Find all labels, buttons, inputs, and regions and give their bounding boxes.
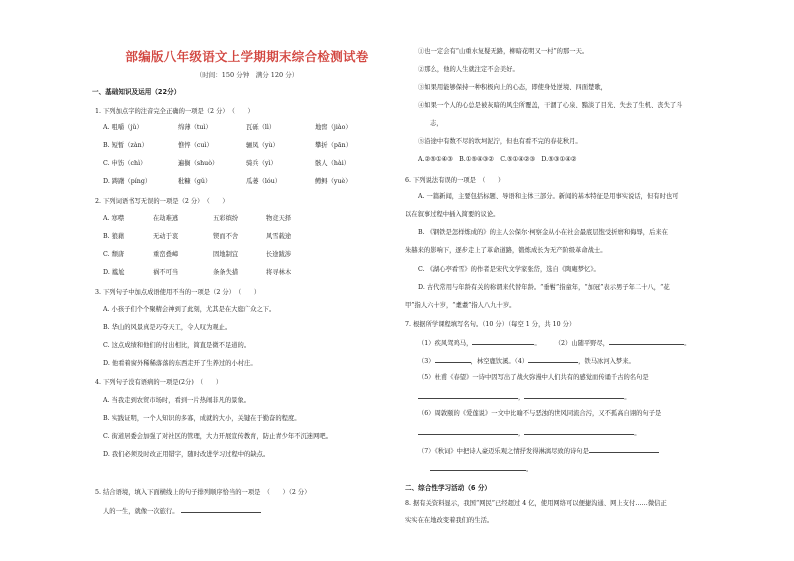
q1-option-c-item2: 遍搁（shuò） [178,160,219,167]
q2-option-c: C. 颓唐 [103,251,125,258]
q7-blank-7[interactable] [418,428,518,435]
q7-blank-2[interactable] [609,338,684,345]
q5-stem: 5. 结合语境，填入下面横线上的句子排列顺序恰当的一项是 （ ）（2 分） [95,489,311,496]
q1-option-a-item3: 瓦砾（lì） [246,124,276,131]
q7-line-4: ， 。 [418,392,631,402]
q2-option-c-item2: 重峦叠嶂 [153,251,179,258]
q1-option-b-item4: 攀折（pān） [315,142,353,149]
q7-stem: 7. 根据所学课程填写名句。（10 分）（每空 1 分，共 10 分） [405,321,576,328]
q3-option-c: C. 这点成绩和他们的付出相比，简直是微不足道的。 [103,342,251,349]
q1-option-d-item3: 瓜蒌（lóu） [246,178,282,185]
q2-option-b-item4: 风雪载途 [266,233,292,240]
q7-line-7: （7）《秋词》中把诗人豪迈乐观之情抒发得淋漓尽致的诗句是 [418,446,659,456]
section2-heading: 二、综合性学习活动（6 分） [405,484,492,492]
q1-option-c-item3: 骑兵（yì） [246,160,277,167]
q7-item-4: ，铁马冰河入梦来。 [578,358,635,365]
q7-blank-10[interactable] [430,464,526,471]
q2-option-c-item4: 长途跋涉 [266,251,292,258]
q3-option-d: D. 他看着窗外稀稀落落的东西走开了生养过的小村庄。 [103,360,257,367]
q2-option-a-item2: 在劫难逃 [153,215,179,222]
q7-line-5: （6）周敦颐的《爱莲说》一文中比喻不与恶浊的世风同流合污，又不孤高自诩的句子是 [418,410,662,417]
q7-blank-5[interactable] [418,392,518,399]
q3-stem: 3. 下列句子中加点成语使用不当的一项是（2 分） （ ） [95,289,261,296]
q6-option-a: A. 一篇新闻，主要包括标题、导语和主体三部分。新闻的基本特征是用事实说话，但有时也可 [418,193,679,200]
q1-option-a-item4: 地窖（jiào） [315,124,352,131]
q1-option-d: D. 踌躇（píng） [103,178,152,185]
q1-option-b-item3: 骊凤（yù） [246,142,279,149]
q1-stem: 1. 下列加点字的注音完全正确的一项是（2 分） （ ） [95,108,254,115]
q7-item-3b: ，林空鹿饮溪。（4） [470,358,529,365]
q7-item-1: （1）疾风驾鸡马， [418,340,473,347]
q6-option-c: C. 《湖心亭看雪》的作者是宋代文学家张岱，选自《陶庵梦忆》。 [418,266,600,273]
q5-answer-blank[interactable] [181,506,261,513]
q1-option-a-item2: 绵薄（tuì） [178,124,212,131]
q4-option-a: A. 当我走到农贸市场时，看到一片热闹非凡的景象。 [103,397,251,404]
q2-option-a: A. 寒噤 [103,215,125,222]
q7-line-1: （1）疾风驾鸡马， 。 （2）山随平野尽， 。 [418,340,691,347]
q2-option-d-item2: 祸不可当 [153,269,179,276]
q5-lead [103,506,261,516]
q2-stem: 2. 下列词语书写无误的一项是（2 分） （ ） [95,198,229,205]
q7-blank-1[interactable] [472,338,534,345]
page-subtitle: （时间：150 分钟 满分 120 分） [195,71,299,79]
q1-option-d-item4: 鳟鲟（yuè） [315,178,352,185]
q7-line-3: （5）杜甫《春望》一诗中因写出了战火弥漫中人们共有的感觉而传诵千古的名句是 [418,374,649,381]
q2-option-d-item4: 将寻林木 [266,269,292,276]
q4-stem: 4. 下列句子没有语病的一项是(2分) （ ） [95,379,223,386]
q1-option-c: C. 申饬（chì） [103,160,147,167]
page-title: 部编版八年级语文上学期期末综合检测试卷 [125,49,369,64]
q1-option-c-item4: 骸人（hài） [315,160,351,167]
q2-option-a-item4: 物竞天择 [266,215,292,222]
q7-blank-8[interactable] [524,428,634,435]
q7-line-6: ， 。 [418,428,641,438]
q7-blank-3[interactable] [435,356,471,363]
q7-item-7: 《秋词》中把诗人豪迈乐观之情抒发得淋漓尽致的诗句是 [434,448,589,455]
q7-line-2 [418,356,635,366]
q2-option-d: D. 尴尬 [103,269,125,276]
q6-option-b-cont: 朱赫来的影响下，逐步走上了革命道路，锻炼成长为无产阶级革命战士。 [405,247,607,254]
q5-sentence-1: ①也一定会有“山重水复疑无路，柳暗花明又一村”的那一天。 [418,48,589,55]
q4-option-c: C. 街道居委会加强了对社区的管理，大力开展宣传教育，防止青少年不沉迷网吧。 [103,433,332,440]
q7-blank-9[interactable] [589,446,659,453]
q4-option-d: D. 我们必须及时改正用错字，随时改进学习过程中的缺点。 [103,451,270,458]
q1-option-b: B. 短暂（zàn） [103,142,148,149]
q4-option-b: B. 实践证明，一个人知识的多寡，成就的大小，关键在于勤奋的程度。 [103,415,301,422]
q3-option-a: A. 小孩子们个个聚精会神到了此刻，尤其是在大庭广众之下。 [103,306,276,313]
q1-option-d-item2: 秕糠（gǔ） [178,178,212,185]
q7-line-8: 。 [430,464,532,474]
q8-text-1: 8. 据有关资料显示，我国“网民”已经超过 4 亿，使用网络可以便捷沟通、网上支付……微信正 [405,500,667,507]
q5-sentence-4: ④如果一个人的心总是被灰暗的风尘所覆盖，干涸了心泉、黯淡了目光、失去了生机、丧失了斗 [418,102,683,109]
section1-heading: 一、基础知识及运用（22分） [92,88,181,96]
q5-lead-text: 人的一生，就像一次旅行。 [103,508,179,515]
q2-option-b-item2: 无动于衷 [153,233,179,240]
q7-blank-4[interactable] [528,356,578,363]
q5-options: A.②⑤①④③ B.①⑤④③② C.⑤①④②③ D.⑤③①④② [418,156,577,163]
q6-option-a-cont: 以在叙事过程中插入简要的议论。 [405,211,500,218]
q2-option-b: B. 狼藉 [103,233,125,240]
q2-option-b-item3: 锲而不舍 [213,233,239,240]
q5-sentence-4-cont: 志， [430,120,443,127]
q6-stem: 6. 下列说法有误的一项是 （ ） [405,177,505,184]
q6-option-d: D. 古代常用与年龄有关的称谓来代替年龄。“垂髫”指童年，“加冠”表示男子年二十八，“花 [418,284,670,291]
q6-option-b: B. 《钢铁是怎样炼成的》的主人公保尔·柯察金从小在社会最底层饱受折磨和侮辱，后来在 [418,229,668,236]
q2-option-a-item3: 五彩缤纷 [213,215,239,222]
q6-option-d-cont: 甲”指人六十岁，“耄耋”指人八九十岁。 [405,302,516,309]
q7-item-3: （3） [418,358,435,365]
q2-option-c-item3: 固地制宜 [213,251,239,258]
q5-sentence-5: ⑤沿途中有数不尽的坎坷泥泞，但也有看不完的春花秋月。 [418,138,582,145]
q5-sentence-3: ③如果用能够保持一种积极向上的心态，即使身处逆境、四面楚歌， [418,84,607,91]
q3-option-b: B. 华山的风景真是巧夺天工，令人叹为观止。 [103,324,232,331]
q1-option-a: A. 咀嚼（jǔ） [103,124,143,131]
q1-option-b-item2: 憔悴（cuì） [178,142,213,149]
q2-option-d-item3: 条条失措 [213,269,239,276]
q7-blank-6[interactable] [524,392,624,399]
q5-sentence-2: ②那么，他的人生就注定不会美好。 [418,66,519,73]
q7-line-6-end: 。 [634,430,641,437]
q8-text-2: 实实在在地改变着我们的生活。 [405,517,494,524]
q7-item-2: （2）山随平野尽， [554,340,610,347]
